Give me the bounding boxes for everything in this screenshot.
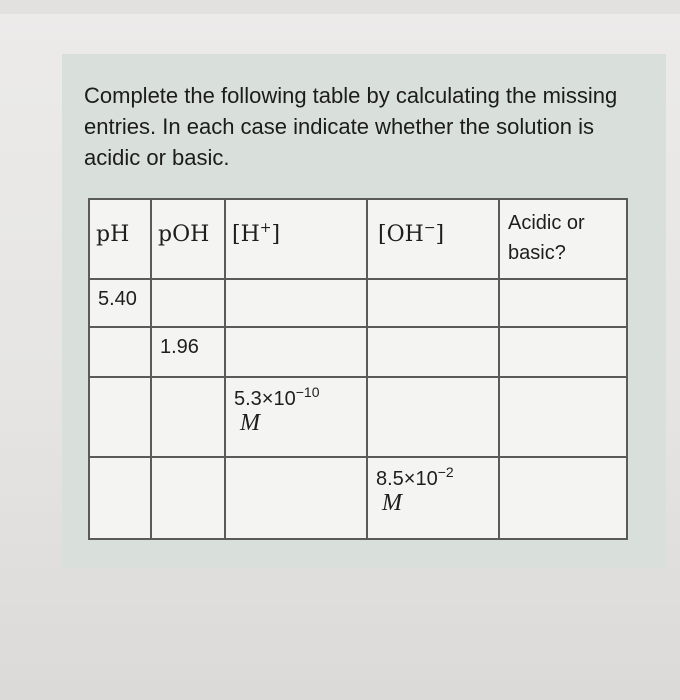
row2-ph <box>89 327 151 377</box>
table-header-row <box>89 199 627 279</box>
row2-oh <box>367 327 499 377</box>
row2-h <box>225 327 367 377</box>
row4-poh <box>151 457 225 539</box>
row3-oh <box>367 377 499 457</box>
row4-oh-exponent: −2 <box>437 464 454 480</box>
row2-poh: 1.96 <box>151 327 225 377</box>
header-acidic-or-basic: Acidic or basic? <box>499 199 627 279</box>
table-row <box>89 279 627 327</box>
header-oh-concentration <box>367 199 499 279</box>
row1-h <box>225 279 367 327</box>
row3-h-mantissa: 5.3×10 <box>234 388 296 410</box>
page-top-edge <box>0 0 680 14</box>
row1-poh <box>151 279 225 327</box>
header-h-base: [H <box>232 222 260 247</box>
row2-type <box>499 327 627 377</box>
header-h-concentration <box>225 199 367 279</box>
row4-oh <box>367 457 499 539</box>
table-row <box>89 327 627 377</box>
table-row <box>89 457 627 539</box>
row3-h-unit: M <box>240 410 260 436</box>
row4-oh-unit: M <box>382 490 402 516</box>
table-row <box>89 377 627 457</box>
row1-ph: 5.40 <box>89 279 151 327</box>
row3-h <box>225 377 367 457</box>
row1-type <box>499 279 627 327</box>
header-h-charge: + <box>259 220 272 236</box>
header-ph: pH <box>89 199 151 279</box>
header-h-close: ] <box>271 222 281 247</box>
ph-table <box>88 198 628 540</box>
row4-type <box>499 457 627 539</box>
header-oh-charge: − <box>423 220 436 236</box>
row3-type <box>499 377 627 457</box>
header-oh-close: ] <box>435 222 445 247</box>
header-poh: pOH <box>151 199 225 279</box>
row1-oh <box>367 279 499 327</box>
row3-ph <box>89 377 151 457</box>
row4-h <box>225 457 367 539</box>
row3-h-exponent: −10 <box>295 384 320 400</box>
row4-oh-mantissa: 8.5×10 <box>376 468 438 490</box>
question-prompt: Complete the following table by calculating the missing entries. In each case indicate whether the solution is acidic or basic. <box>84 83 618 170</box>
header-oh-base: [OH <box>378 222 424 247</box>
row3-poh <box>151 377 225 457</box>
row4-ph <box>89 457 151 539</box>
